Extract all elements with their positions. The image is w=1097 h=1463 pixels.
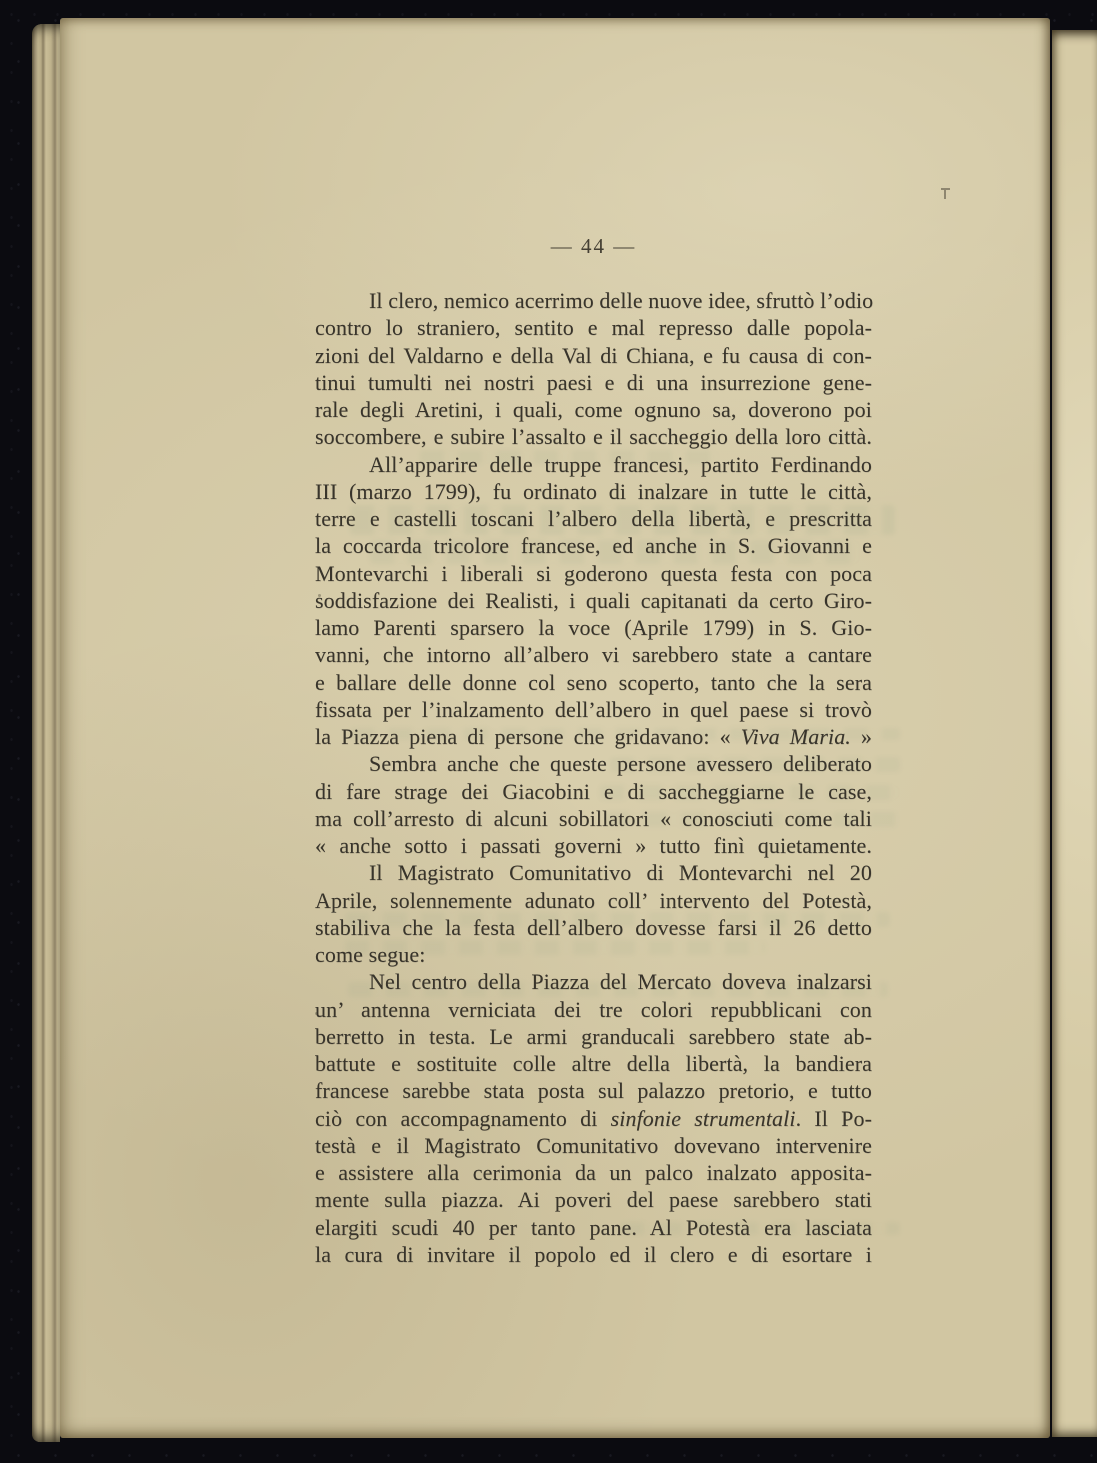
book-page-edges-left: [32, 24, 60, 1442]
text-line: vanni, che intorno all’albero vi sarebbero state a cantare: [315, 642, 872, 668]
text-line: III (marzo 1799), fu ordinato di inalzare in tutte le città,: [315, 478, 872, 504]
text-line: rale degli Aretini, i quali, come ognuno sa, doverono poi: [315, 397, 872, 422]
text-line: tinui tumulti nei nostri paesi e di una insurrezione gene-: [315, 369, 872, 395]
text-line: terre e castelli toscani l’albero della libertà, e prescritta: [315, 506, 872, 531]
paragraph: [315, 750, 872, 859]
text-line: stabiliva che la festa dell’albero dovesse farsi il 26 detto: [315, 914, 872, 940]
body-text: [315, 287, 872, 1268]
paragraph: [315, 968, 872, 1268]
book-page: [60, 18, 1050, 1438]
text-line: come segue:: [315, 942, 426, 967]
text-line: berretto in testa. Le armi granducali sarebbero state ab-: [315, 1023, 872, 1049]
paragraph: [315, 859, 872, 968]
text-line: testà e il Magistrato Comunitativo dovevano intervenire: [315, 1132, 872, 1158]
text-line: soddisfazione dei Realisti, i quali capitanati da certo Giro-: [315, 587, 872, 613]
text-line: e assistere alla cerimonia da un palco inalzato apposita-: [315, 1160, 872, 1185]
text-line: Il clero, nemico acerrimo delle nuove idee, sfruttò l’odio: [369, 288, 874, 313]
text-line: e ballare delle donne col seno scoperto, tanto che la sera: [315, 669, 872, 695]
text-line: Montevarchi i liberali si goderono questa festa con poca: [315, 560, 872, 586]
text-line: zioni del Valdarno e della Val di Chiana, e fu causa di con-: [315, 342, 872, 368]
text-line: la Piazza piena di persone che gridavano: « Viva Maria. »: [315, 724, 872, 749]
text-line: elargiti scudi 40 per tanto pane. Al Potestà era lasciata: [315, 1214, 872, 1240]
text-line: un’ antenna verniciata dei tre colori repubblicani con: [315, 996, 872, 1022]
text-line: la coccarda tricolore francese, ed anche in S. Giovanni e: [315, 533, 872, 559]
text-line: la cura di invitare il popolo ed il clero e di esortare i: [315, 1241, 872, 1267]
text-line: lamo Parenti sparsero la voce (Aprile 1799) in S. Gio-: [315, 615, 872, 640]
next-page-edge: [1052, 30, 1097, 1437]
paragraph: [315, 287, 872, 451]
text-line: di fare strage dei Giacobini e di saccheggiarne le case,: [315, 778, 872, 804]
text-line: « anche sotto i passati governi » tutto finì quietamente.: [315, 833, 872, 858]
text-line: mente sulla piazza. Ai poveri del paese sarebbero stati: [315, 1187, 872, 1213]
text-line: Sembra anche che queste persone avessero deliberato: [369, 751, 872, 777]
text-line: soccombere, e subire l’assalto e il saccheggio della loro città.: [315, 424, 872, 450]
text-line: Il Magistrato Comunitativo di Montevarchi nel 20: [369, 860, 872, 886]
text-line: ciò con accompagnamento di sinfonie strumentali. Il Po-: [315, 1105, 872, 1131]
text-line: battute e sostituite colle altre della libertà, la bandiera: [315, 1051, 872, 1076]
text-line: ma coll’arresto di alcuni sobillatori « conosciuti come tali: [315, 805, 872, 831]
text-line: fissata per l’inalzamento dell’albero in quel paese si trovò: [315, 696, 872, 722]
text-line: francese sarebbe stata posta sul palazzo pretorio, e tutto: [315, 1078, 872, 1104]
text-line: All’apparire delle truppe francesi, partito Ferdinando: [369, 451, 872, 477]
page-number: — 44 —: [550, 234, 637, 258]
text-line: contro lo straniero, sentito e mal represso dalle popola-: [315, 315, 872, 341]
paragraph: [315, 451, 872, 751]
text-line: Aprile, solennemente adunato coll’ intervento del Potestà,: [315, 887, 872, 913]
text-line: Nel centro della Piazza del Mercato doveva inalzarsi: [369, 969, 872, 995]
ink-mark: [941, 188, 950, 201]
